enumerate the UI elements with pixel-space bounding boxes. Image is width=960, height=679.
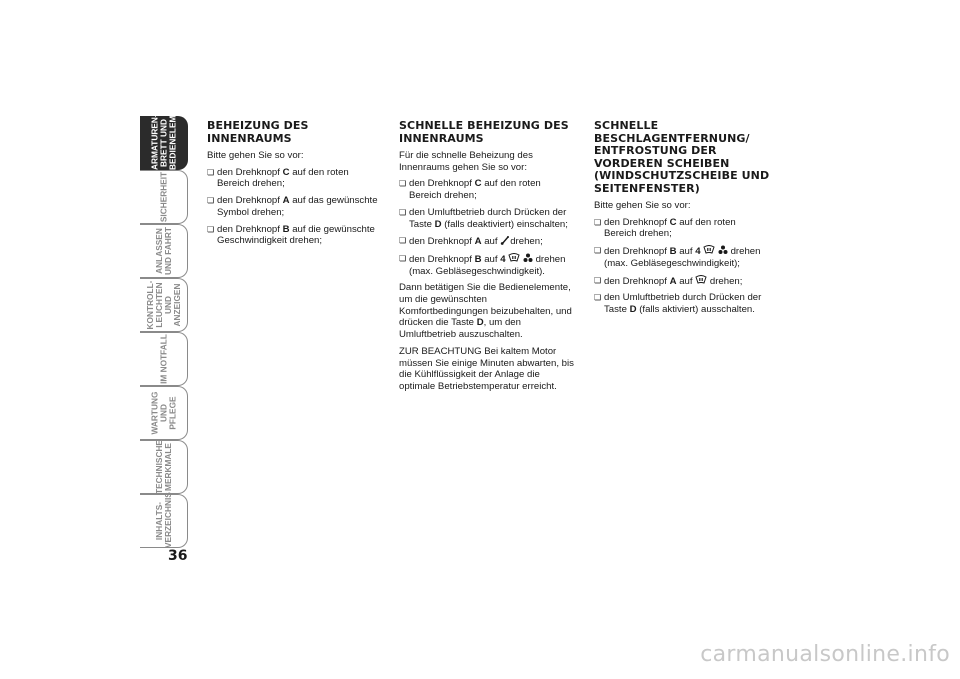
paragraph: Dann betätigen Sie die Bedienelemente, um die gewünschten Komfortbedingungen beizubehalten, und drücken die Taste D, um den Umluftbetrieb auszuschalten. <box>399 282 572 341</box>
section-title: SCHNELLE BEHEIZUNG DES INNENRAUMS <box>399 119 569 145</box>
tab-label: ANLASSEN UND FAHRT <box>153 227 173 275</box>
list-item: ❏ den Umluftbetrieb durch Drücken der Taste D (falls deaktiviert) einschalten; <box>399 207 575 230</box>
tab-label: WARTUNG UND PFLEGE <box>149 391 177 435</box>
list-item: ❏ den Drehknopf A auf drehen; <box>399 235 575 248</box>
note-paragraph: ZUR BEACHTUNG Bei kaltem Motor müssen Sie einige Minuten abwarten, bis die Kühlflüssigkeit der Anlage die optimale Betriebstemperatur erreicht. <box>399 345 574 392</box>
tab-label: IM NOTFALL <box>158 334 168 384</box>
fan-icon <box>718 245 728 255</box>
intro-text: Bitte gehen Sie so vor: <box>594 200 691 211</box>
tab-technische[interactable] <box>140 440 188 494</box>
watermark: carmanualsonline.info <box>700 642 950 667</box>
page-number: 36 <box>168 548 188 564</box>
list-item: ❏ den Drehknopf C auf den roten Bereich drehen; <box>399 178 575 201</box>
tab-label: KONTROLL- LEUCHTEN UND ANZEIGEN <box>144 280 182 330</box>
windscreen-defrost-icon <box>695 275 707 285</box>
tab-notfall[interactable] <box>140 332 188 386</box>
list-item: ❏ den Drehknopf A auf drehen; <box>594 275 770 288</box>
section-heizung <box>207 120 383 252</box>
list-item: ❏ den Drehknopf C auf den roten Bereich drehen; <box>207 167 383 190</box>
tab-sicherheit[interactable] <box>140 170 188 224</box>
tab-anlassen[interactable] <box>140 224 188 278</box>
list-item: ❏ den Umluftbetrieb durch Drücken der Taste D (falls aktiviert) ausschalten. <box>594 292 770 315</box>
section-beschlagentfernung <box>594 120 770 321</box>
tab-armaturenbrett[interactable] <box>140 93 188 170</box>
tab-label: SICHERHEIT <box>158 171 168 223</box>
tab-wartung[interactable] <box>140 386 188 440</box>
tab-label: INHALTS- VERZEICHNIS <box>153 492 173 548</box>
windscreen-defrost-icon <box>508 253 520 263</box>
feet-vent-icon <box>500 235 510 245</box>
windscreen-defrost-icon <box>703 245 715 255</box>
intro-text: Bitte gehen Sie so vor: <box>207 150 304 161</box>
tab-label: TECHNISCHE MERKMALE <box>153 440 173 494</box>
list-item: ❏ den Drehknopf B auf die gewünschte Geschwindigkeit drehen; <box>207 224 383 247</box>
section-title: SCHNELLE BESCHLAGENTFERNUNG/ ENTFROSTUNG DER VORDEREN SCHEIBEN (WINDSCHUTZSCHEIBE UND SEITENFENSTER) <box>594 119 770 195</box>
list-item: ❏ den Drehknopf C auf den roten Bereich drehen; <box>594 217 770 240</box>
section-schnelle-beheizung <box>399 120 575 398</box>
list-item: ❏ den Drehknopf A auf das gewünschte Symbol drehen; <box>207 195 383 218</box>
intro-text: Für die schnelle Beheizung des Innenraums gehen Sie so vor: <box>399 150 533 173</box>
list-item: ❏ den Drehknopf B auf 4 drehen (max. Gebläsegeschwindigkeit). <box>399 253 575 277</box>
section-title: BEHEIZUNG DES INNENRAUMS <box>207 119 309 145</box>
tab-label: ARMATUREN- BRETT UND BEDIENELEMENTE <box>149 93 177 170</box>
fan-icon <box>523 253 533 263</box>
tab-inhalt[interactable] <box>140 494 188 548</box>
list-item: ❏ den Drehknopf B auf 4 drehen (max. Gebläsegeschwindigkeit); <box>594 245 770 269</box>
tab-kontrollleuchten[interactable] <box>140 278 188 332</box>
